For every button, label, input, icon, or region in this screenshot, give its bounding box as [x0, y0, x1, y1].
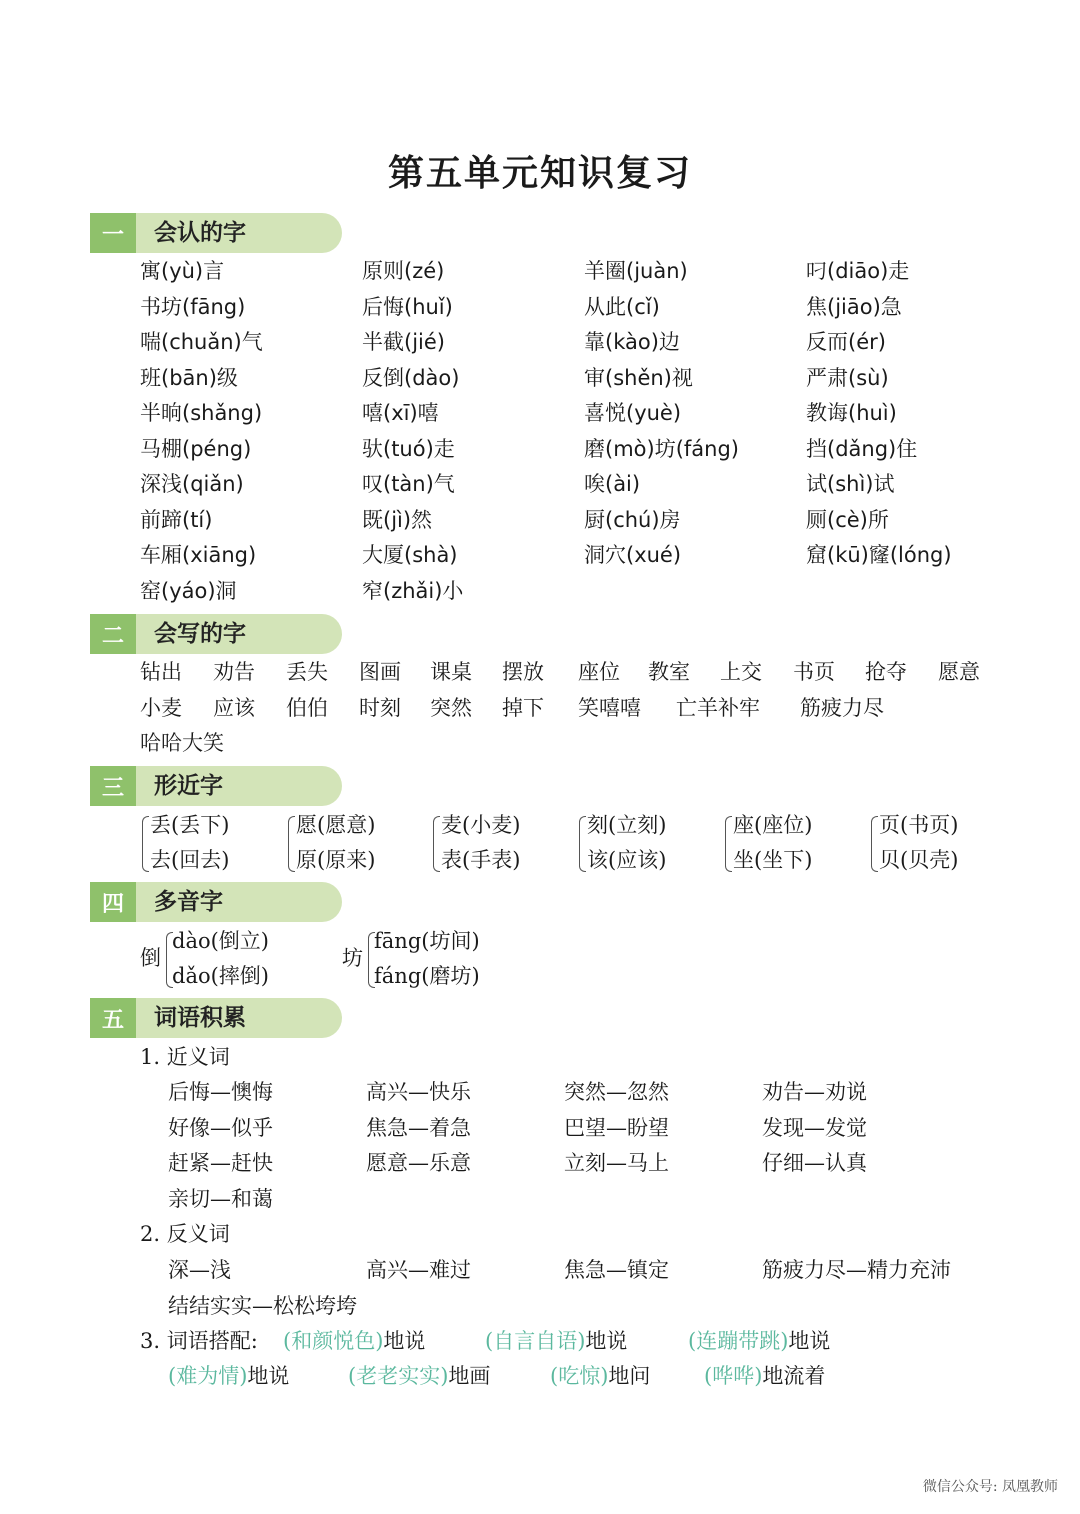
collocation-tail: 地说 — [585, 1329, 628, 1353]
write-word: 座位 — [578, 660, 620, 684]
synonym-pair: 后悔—懊悔 — [168, 1080, 273, 1104]
synonyms-label: 1. 近义词 — [140, 1045, 230, 1069]
collocation-tail: 地说 — [383, 1329, 426, 1353]
brace-icon — [579, 816, 586, 872]
recognize-word: 试(shì)试 — [806, 472, 895, 496]
section-header-write — [90, 614, 342, 654]
antonym-pair: 焦急—镇定 — [564, 1258, 669, 1282]
recognize-word: 教诲(huì) — [806, 401, 897, 425]
antonym-pair: 筋疲力尽—精力充沛 — [762, 1258, 951, 1282]
section-header-similar — [90, 766, 342, 806]
write-word: 小麦 — [140, 695, 182, 720]
write-word: 摆放 — [502, 660, 544, 684]
similar-char: 表(手表) — [441, 848, 521, 872]
recognize-word: 喜悦(yuè) — [584, 401, 682, 425]
recognize-word: 反而(ér) — [806, 330, 886, 354]
collocation-item — [168, 1362, 289, 1390]
write-word: 应该 — [213, 695, 255, 720]
brace-icon — [288, 816, 295, 872]
synonym-pair: 高兴—快乐 — [366, 1080, 471, 1104]
recognize-word: 从此(cǐ) — [584, 294, 660, 319]
write-word: 掉下 — [502, 695, 544, 720]
recognize-word: 书坊(fāng) — [140, 294, 246, 319]
similar-char: 麦(小麦) — [441, 813, 521, 837]
antonym-pair: 结结实实—松松垮垮 — [168, 1293, 357, 1318]
section-title: 形近字 — [154, 773, 223, 799]
recognize-word: 叹(tàn)气 — [362, 472, 455, 496]
recognize-word: 半截(jié) — [362, 330, 445, 354]
write-word: 课桌 — [430, 660, 472, 684]
answer-fill: (连蹦带跳) — [688, 1329, 789, 1353]
synonym-pair: 发现—发觉 — [762, 1115, 867, 1140]
synonym-pair: 焦急—着急 — [366, 1115, 471, 1140]
recognize-word: 班(bān)级 — [140, 365, 238, 390]
section-number: 四 — [90, 882, 136, 922]
collocation-tail: 地说 — [247, 1364, 290, 1388]
answer-fill: (吃惊) — [550, 1364, 609, 1388]
write-word: 笑嘻嘻 — [578, 695, 641, 720]
recognize-word: 窟(kū)窿(lóng) — [806, 543, 952, 567]
answer-fill: (和颜悦色) — [283, 1329, 384, 1353]
write-word: 亡羊补牢 — [676, 695, 760, 720]
page-title: 第五单元知识复习 — [387, 153, 692, 194]
write-word: 教室 — [648, 660, 690, 684]
similar-char: 该(应该) — [587, 848, 667, 872]
recognize-word: 马棚(péng) — [140, 436, 252, 461]
brace-icon — [725, 816, 732, 872]
section-header-recognize — [90, 213, 342, 253]
recognize-word: 窄(zhǎi)小 — [362, 578, 464, 603]
polyphone-reading: dào(倒立) — [172, 929, 269, 953]
section-title: 会认的字 — [154, 220, 246, 246]
section-number: 五 — [90, 998, 136, 1038]
polyphone-reading: fāng(坊间) — [374, 929, 480, 953]
collocation-item — [485, 1327, 627, 1355]
recognize-word: 大厦(shà) — [362, 543, 458, 567]
recognize-word: 喘(chuǎn)气 — [140, 330, 263, 354]
synonym-pair: 仔细—认真 — [762, 1151, 867, 1175]
write-word: 伯伯 — [286, 695, 328, 720]
antonym-pair: 高兴—难过 — [366, 1258, 471, 1282]
similar-char: 丢(丢下) — [150, 813, 230, 837]
write-word: 抢夺 — [865, 660, 907, 684]
collocation-item — [704, 1362, 825, 1390]
write-word: 哈哈大笑 — [140, 731, 224, 755]
similar-char: 去(回去) — [150, 848, 230, 872]
write-word: 图画 — [359, 660, 401, 684]
recognize-word: 唉(ài) — [584, 472, 641, 496]
polyphone-char: 坊 — [342, 946, 363, 970]
recognize-word: 反倒(dào) — [362, 365, 460, 390]
polyphone-reading: dǎo(摔倒) — [172, 964, 269, 988]
recognize-word: 原则(zé) — [362, 259, 445, 283]
synonym-pair: 赶紧—赶快 — [168, 1151, 273, 1175]
collocation-item — [348, 1362, 490, 1390]
recognize-word: 寓(yù)言 — [140, 259, 225, 283]
similar-char: 刻(立刻) — [587, 813, 667, 837]
recognize-word: 深浅(qiǎn) — [140, 472, 244, 496]
answer-fill: (哗哗) — [704, 1364, 763, 1388]
similar-char: 座(座位) — [733, 813, 813, 837]
recognize-word: 羊圈(juàn) — [584, 259, 688, 283]
synonym-pair: 好像—似乎 — [168, 1115, 273, 1140]
answer-fill: (难为情) — [168, 1364, 248, 1388]
polyphone-reading: fáng(磨坊) — [374, 964, 480, 988]
recognize-word: 靠(kào)边 — [584, 330, 680, 354]
similar-char: 页(书页) — [879, 813, 959, 837]
recognize-word: 磨(mò)坊(fáng) — [584, 436, 739, 461]
section-title: 多音字 — [154, 889, 223, 915]
synonym-pair: 愿意—乐意 — [366, 1151, 471, 1175]
recognize-word: 车厢(xiāng) — [140, 543, 257, 567]
polyphone-char: 倒 — [140, 946, 161, 970]
synonym-pair: 立刻—马上 — [564, 1151, 669, 1175]
section-header-polyphone — [90, 882, 342, 922]
synonym-pair: 亲切—和蔼 — [168, 1186, 273, 1211]
recognize-word: 驮(tuó)走 — [362, 436, 455, 461]
write-word: 愿意 — [938, 660, 980, 684]
synonym-pair: 劝告—劝说 — [762, 1080, 867, 1104]
write-word: 突然 — [430, 695, 472, 720]
synonym-pair: 突然—忽然 — [564, 1080, 669, 1104]
recognize-word: 焦(jiāo)急 — [806, 294, 902, 319]
section-title: 词语积累 — [154, 1005, 246, 1031]
antonyms-label: 2. 反义词 — [140, 1222, 230, 1246]
brace-icon — [433, 816, 440, 872]
recognize-word: 审(shěn)视 — [584, 365, 693, 390]
similar-char: 愿(愿意) — [296, 813, 376, 837]
section-header-vocab — [90, 998, 342, 1038]
answer-fill: (自言自语) — [485, 1329, 586, 1353]
write-word: 筋疲力尽 — [800, 695, 884, 720]
recognize-word: 既(jì)然 — [362, 507, 433, 532]
recognize-word: 嘻(xī)嘻 — [362, 401, 439, 425]
write-word: 丢失 — [286, 660, 328, 684]
recognize-word: 叼(diāo)走 — [806, 259, 910, 283]
collocation-tail: 地说 — [788, 1329, 831, 1353]
brace-icon — [142, 816, 149, 872]
write-word: 书页 — [793, 660, 835, 684]
recognize-word: 前蹄(tí) — [140, 507, 213, 532]
collocation-tail: 地问 — [608, 1364, 651, 1388]
section-number: 二 — [90, 614, 136, 654]
collocation-label: 3. 词语搭配: — [140, 1329, 258, 1353]
recognize-word: 厨(chú)房 — [584, 507, 681, 532]
collocation-item — [283, 1327, 425, 1355]
similar-char: 原(原来) — [296, 848, 376, 872]
similar-char: 贝(贝壳) — [879, 848, 959, 872]
recognize-word: 严肃(sù) — [806, 365, 889, 390]
recognize-word: 洞穴(xué) — [584, 543, 682, 567]
recognize-word: 半晌(shǎng) — [140, 401, 263, 425]
recognize-word: 挡(dǎng)住 — [806, 436, 918, 461]
collocation-tail: 地流着 — [762, 1364, 826, 1388]
write-word: 钻出 — [140, 660, 182, 684]
recognize-word: 厕(cè)所 — [806, 507, 889, 532]
write-word: 劝告 — [213, 660, 255, 684]
collocation-item — [688, 1327, 830, 1355]
section-number: 一 — [90, 213, 136, 253]
collocation-tail: 地画 — [448, 1364, 491, 1388]
similar-char: 坐(坐下) — [733, 848, 813, 872]
footer-credit: 微信公众号: 凤凰教师 — [922, 1479, 1058, 1495]
recognize-word: 后悔(huǐ) — [362, 294, 453, 319]
section-number: 三 — [90, 766, 136, 806]
collocation-item — [550, 1362, 650, 1390]
antonym-pair: 深—浅 — [168, 1258, 231, 1282]
recognize-word: 窑(yáo)洞 — [140, 578, 237, 603]
answer-fill: (老老实实) — [348, 1364, 449, 1388]
write-word: 上交 — [720, 660, 762, 684]
synonym-pair: 巴望—盼望 — [564, 1115, 669, 1140]
brace-icon — [871, 816, 878, 872]
write-word: 时刻 — [359, 695, 401, 720]
section-title: 会写的字 — [154, 621, 246, 647]
